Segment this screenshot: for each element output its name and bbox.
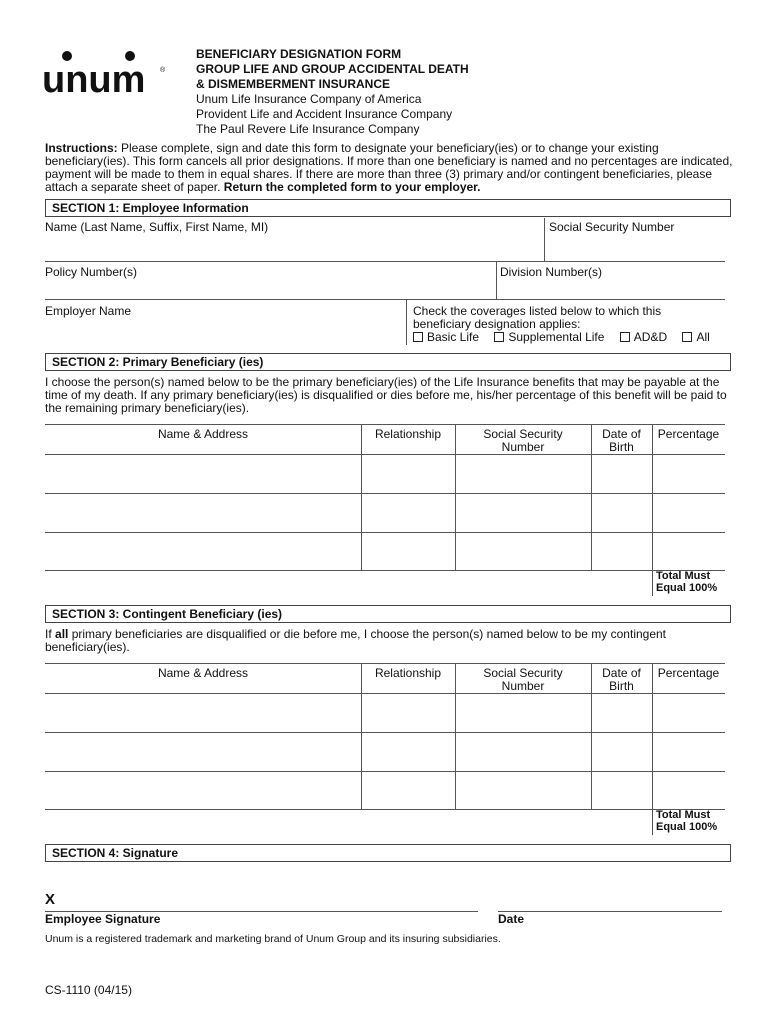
contingent-beneficiary-table <box>45 663 725 835</box>
col-ssn: Social Security Number <box>483 666 563 693</box>
ssn-label: Social Security Number <box>549 220 675 234</box>
form-code: CS-1110 (04/15) <box>45 983 132 997</box>
division-number-label: Division Number(s) <box>500 265 603 279</box>
company-name-1: Unum Life Insurance Company of America <box>196 92 422 106</box>
employer-name-label: Employer Name <box>45 304 132 318</box>
col-relationship: Relationship <box>374 666 442 680</box>
coverage-add[interactable]: AD&D <box>620 330 667 344</box>
section-1-header: SECTION 1: Employee Information <box>45 199 731 217</box>
coverage-instruction-2: beneficiary designation applies: <box>413 317 581 331</box>
date-label: Date <box>498 912 525 926</box>
all-checkbox[interactable] <box>682 332 692 342</box>
section-3-text: If all primary beneficiaries are disqualified or die before me, I choose the person(s) named below to be my contingent beneficiary(ies). <box>45 627 667 654</box>
supplemental-life-checkbox[interactable] <box>494 332 504 342</box>
unum-logo <box>40 48 170 100</box>
primary-row-3-name[interactable] <box>46 533 360 569</box>
primary-total-note: Total Must Equal 100% <box>656 570 718 594</box>
section-2-text: I choose the person(s) named below to be the primary beneficiary(ies) of the Life Insurance benefits that may be payable at the time of my death. If any primary beneficiary(ies) is disqualified or dies before me, his/her percentage of this benefit will be paid to the remaining primary beneficiary(ies). <box>45 375 727 415</box>
employer-name-field[interactable] <box>45 320 405 344</box>
contingent-total-note: Total Must Equal 100% <box>656 809 718 833</box>
coverage-supplemental-life[interactable]: Supplemental Life <box>494 330 604 344</box>
contingent-row-1-name[interactable] <box>46 694 360 731</box>
instructions-text: Please complete, sign and date this form to designate your beneficiary(ies) or to change your existing beneficiary(ies). This form cancels all prior designations. If more than one beneficiary is named and no percentages are indicated, payment will be made to them in equal shares. If there are more than three (3) primary and/or contingent beneficiaries, please attach a separate sheet of paper. <box>45 141 733 194</box>
policy-number-label: Policy Number(s) <box>45 265 138 279</box>
section-4-header: SECTION 4: Signature <box>45 844 731 862</box>
trademark-notice: Unum is a registered trademark and marketing brand of Unum Group and its insuring subsidiaries. <box>45 933 501 945</box>
employee-name-field[interactable] <box>45 236 543 260</box>
policy-number-field[interactable] <box>45 281 495 299</box>
col-percentage: Percentage <box>657 666 720 680</box>
employee-signature-field[interactable] <box>60 888 478 910</box>
section-3-header: SECTION 3: Contingent Beneficiary (ies) <box>45 605 731 623</box>
employee-signature-label: Employee Signature <box>45 912 161 926</box>
form-title-line-3: & DISMEMBERMENT INSURANCE <box>196 77 391 91</box>
instructions <box>45 142 735 194</box>
company-name-2: Provident Life and Accident Insurance Company <box>196 107 453 121</box>
col-percentage: Percentage <box>657 427 720 441</box>
primary-row-2-name[interactable] <box>46 494 360 531</box>
primary-row-1-name[interactable] <box>46 455 360 492</box>
coverage-all[interactable]: All <box>682 330 709 344</box>
coverage-basic-life[interactable]: Basic Life <box>413 330 479 344</box>
coverage-instruction-1: Check the coverages listed below to which this <box>413 304 662 318</box>
basic-life-checkbox[interactable] <box>413 332 423 342</box>
col-name-address: Name & Address <box>157 427 249 441</box>
form-title-line-1: BENEFICIARY DESIGNATION FORM <box>196 47 402 61</box>
col-dob: Date of Birth <box>602 427 641 454</box>
division-number-field[interactable] <box>500 281 723 299</box>
primary-beneficiary-table <box>45 424 725 596</box>
col-ssn: Social Security Number <box>483 427 563 454</box>
contingent-row-3-name[interactable] <box>46 772 360 808</box>
signature-x-mark: X <box>45 891 56 908</box>
logo-text: unum <box>42 59 146 100</box>
svg-text:®: ® <box>160 67 166 74</box>
coverage-options <box>413 331 710 344</box>
col-dob: Date of Birth <box>602 666 641 693</box>
instructions-return-note: Return the completed form to your employer. <box>223 180 481 194</box>
date-field[interactable] <box>498 888 722 910</box>
employee-ssn-field[interactable] <box>549 236 723 260</box>
section-2-header: SECTION 2: Primary Beneficiary (ies) <box>45 353 731 371</box>
form-title-block <box>196 47 469 137</box>
contingent-row-2-name[interactable] <box>46 733 360 770</box>
employee-name-label: Name (Last Name, Suffix, First Name, MI) <box>45 220 269 234</box>
add-checkbox[interactable] <box>620 332 630 342</box>
col-relationship: Relationship <box>374 427 442 441</box>
col-name-address: Name & Address <box>157 666 249 680</box>
company-name-3: The Paul Revere Life Insurance Company <box>196 122 420 136</box>
form-title-line-2: GROUP LIFE AND GROUP ACCIDENTAL DEATH <box>196 62 469 76</box>
instructions-label: Instructions: <box>45 141 118 155</box>
